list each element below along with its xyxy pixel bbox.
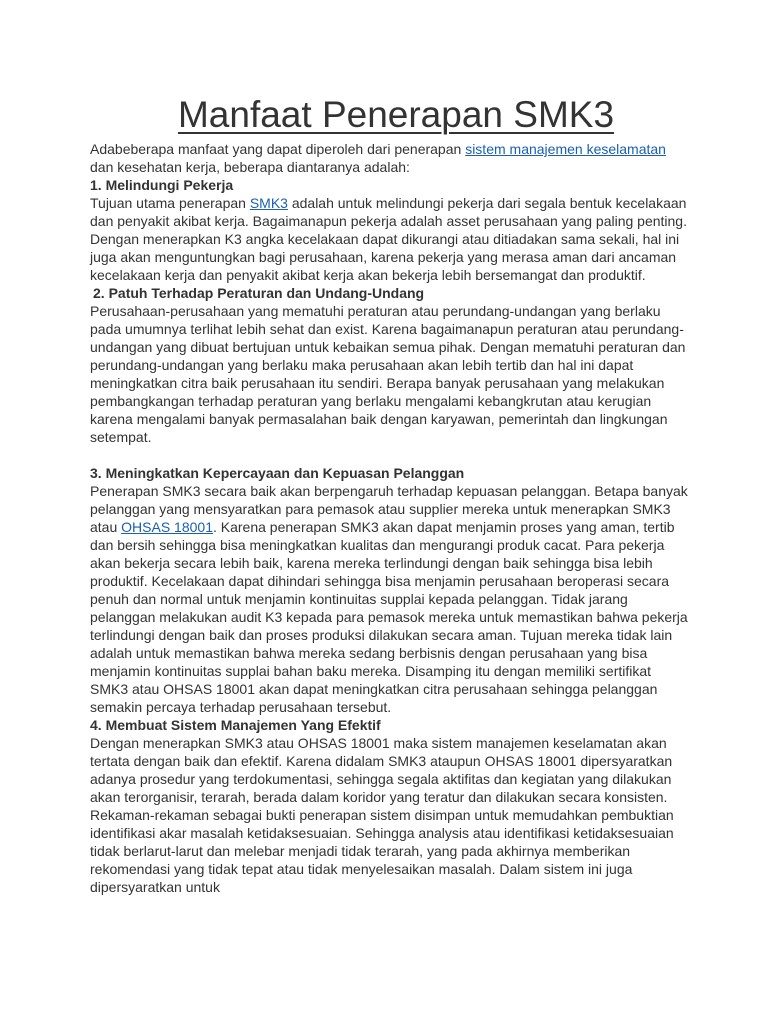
section-4-paragraph: Dengan menerapkan SMK3 atau OHSAS 18001 maka sistem manajemen keselamatan akan tertata dengan baik dan efektif. Karena didalam SMK3 ataupun OHSAS 18001 dipersyaratkan adanya prosedur yang terdokumentasi, sehingga segala aktifitas dan kegiatan yang dilakukan akan terorganisir, terarah, berada dalam koridor yang teratur dan dilakukan secara konsisten. Rekaman-rekaman sebagai bukti penerapan sistem disimpan untuk memudahkan pembuktian identifikasi akar masalah ketidaksesuaian. Sehingga analysis atau identifikasi ketidaksesuaian tidak berlarut-larut dan melebar menjadi tidak terarah, yang pada akhirnya memberikan rekomendasi yang tidak tepat atau tidak menyelesaikan masalah. Dalam sistem ini juga dipersyaratkan untuk (90, 735, 674, 895)
section-1-paragraph (90, 194, 692, 284)
section-4-heading: 4. Membuat Sistem Manajemen Yang Efektif (90, 717, 381, 733)
section-1-heading: 1. Melindungi Pekerja (90, 177, 234, 193)
intro-link-sistem-manajemen[interactable]: sistem manajemen keselamatan (465, 141, 666, 157)
page-title: Manfaat Penerapan SMK3 (177, 94, 615, 135)
intro-paragraph (90, 140, 692, 176)
section-3-text-before: Penerapan SMK3 secara baik akan berpengaruh terhadap kepuasan pelanggan. Betapa banyak pelanggan yang mensyaratkan para pemasok atau supplier mereka untuk menerapkan SMK3 atau (90, 483, 688, 535)
section-1-text-after: adalah untuk melindungi pekerja dari segala bentuk kecelakaan dan penyakit akibat kerja. Bagaimanapun pekerja adalah asset perusahaan yang paling penting. Dengan menerapkan K3 angka kecelakaan dapat dikurangi atau ditiadakan sama sekali, hal ini juga akan menguntungkan bagi perusahaan, karena pekerja yang merasa aman dari ancaman kecelakaan kerja dan penyakit akibat kerja akan bekerja lebih bersemangat dan produktif. (90, 195, 687, 283)
section-2-heading: 2. Patuh Terhadap Peraturan dan Undang-Undang (93, 285, 425, 301)
section-1-link-smk3[interactable]: SMK3 (249, 195, 288, 211)
section-3-link-ohsas[interactable]: OHSAS 18001 (121, 519, 213, 535)
section-spacer (90, 446, 692, 464)
section-2-paragraph: Perusahaan-perusahaan yang mematuhi peraturan atau perundang-undangan yang berlaku pada umumnya terlihat lebih sehat dan exist. Karena bagaimanapun peraturan atau perundang-undangan yang dibuat bertujuan untuk kebaikan semua pihak. Dengan mematuhi peraturan dan perundang-undangan yang berlaku maka perusahaan akan lebih tertib dan hal ini dapat meningkatkan citra baik perusahaan itu sendiri. Berapa banyak perusahaan yang melakukan pembangkangan terhadap peraturan yang berlaku mengalami kebangkrutan atau kerugian karena mengalami banyak permasalahan baik dengan karyawan, pemerintah dan lingkungan setempat. (90, 303, 686, 445)
section-3-text-after: . Karena penerapan SMK3 akan dapat menjamin proses yang aman, tertib dan bersih sehingga bisa meningkatkan kualitas dan mengurangi produk cacat. Para pekerja akan bekerja secara lebih baik, karena mereka terlindungi dengan baik sehingga bisa lebih produktif. Kecelakaan dapat dihindari sehingga bisa menjamin perusahaan beroperasi secara penuh dan normal untuk menjamin kontinuitas supplai kepada pelanggan. Tidak jarang pelanggan melakukan audit K3 kepada para pemasok mereka untuk memastikan bahwa pekerja terlindungi dengan baik dan proses produksi dilakukan secara aman. Tujuan mereka tidak lain adalah untuk memastikan bahwa mereka sedang berbisnis dengan perusahaan yang bisa menjamin kontinuitas supplai bahan baku mereka. Disamping itu dengan memiliki sertifikat SMK3 atau OHSAS 18001 akan dapat meningkatkan citra perusahaan sehingga pelanggan semakin percaya terhadap perusahaan tersebut. (90, 519, 688, 715)
intro-text-after: dan kesehatan kerja, beberapa diantaranya adalah: (90, 159, 410, 175)
section-3-paragraph (90, 482, 692, 716)
section-1-text-before: Tujuan utama penerapan (90, 195, 250, 211)
intro-text-before: Adabeberapa manfaat yang dapat diperoleh dari penerapan (90, 141, 466, 157)
section-3-heading: 3. Meningkatkan Kepercayaan dan Kepuasan Pelanggan (90, 465, 465, 481)
